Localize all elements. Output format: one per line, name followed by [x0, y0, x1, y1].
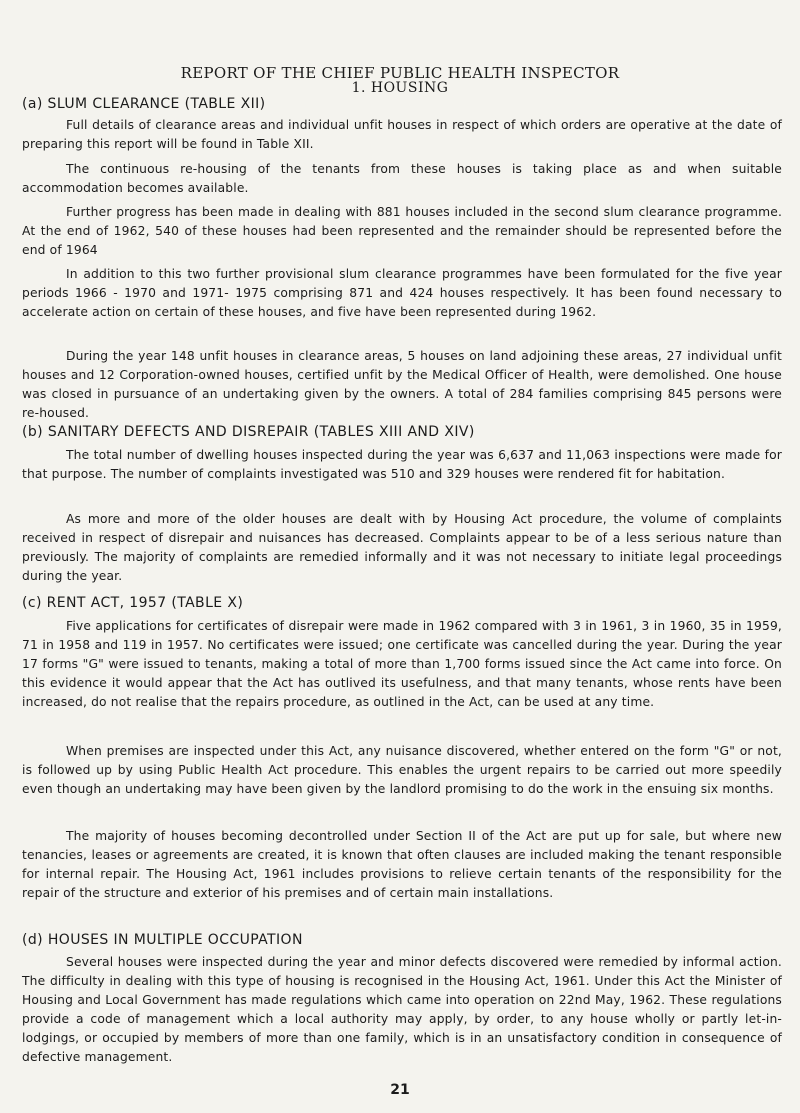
section-d-heading: (d) HOUSES IN MULTIPLE OCCUPATION: [22, 932, 303, 948]
section-a-paragraph-3: Further progress has been made in dealing with 881 houses included in the second slum clearance programme. At the end of 1962, 540 of these houses had been represented and the remainder should be represented before the end of 1964: [22, 205, 782, 257]
section-a-heading: (a) SLUM CLEARANCE (TABLE XII): [22, 96, 266, 112]
section-a-paragraph-2: The continuous re-housing of the tenants from these houses is taking place as and when suitable accommodation becomes available.: [22, 162, 782, 195]
report-subtitle: 1. HOUSING: [351, 80, 449, 96]
section-b-paragraph-1: The total number of dwelling houses inspected during the year was 6,637 and 11,063 inspections were made for that purpose. The number of complaints investigated was 510 and 329 houses were rendered fit for habitation.: [22, 448, 782, 481]
section-c-paragraph-1: Five applications for certificates of disrepair were made in 1962 compared with 3 in 1961, 3 in 1960, 35 in 1959, 71 in 1958 and 119 in 1957. No certificates were issued; one certificate was cancelled during the year. During the year 17 forms "G" were issued to tenants, making a total of more than 1,700 forms issued since the Act came into force. On this evidence it would appear that the Act has outlived its usefulness, and that many tenants, whose rents have been increased, do not realise that the repairs procedure, as outlined in the Act, can be used at any time.: [22, 619, 782, 709]
section-b-heading: (b) SANITARY DEFECTS AND DISREPAIR (TABLES XIII AND XIV): [22, 424, 475, 440]
section-c-heading: (c) RENT ACT, 1957 (TABLE X): [22, 595, 244, 611]
section-b-paragraph-2: As more and more of the older houses are dealt with by Housing Act procedure, the volume of complaints received in respect of disrepair and nuisances has decreased. Complaints appear to be of a less serious nature than previously. The majority of complaints are remedied informally and it was not necessary to initiate legal proceedings during the year.: [22, 512, 782, 583]
section-a-paragraph-4: In addition to this two further provisional slum clearance programmes have been formulated for the five year periods 1966 - 1970 and 1971- 1975 comprising 871 and 424 houses respectively. It has been found necessary to accelerate action on certain of these houses, and five have been represented during 1962.: [22, 267, 782, 319]
section-c-paragraph-3: The majority of houses becoming decontrolled under Section II of the Act are put up for sale, but where new tenancies, leases or agreements are created, it is known that often clauses are included making the tenant responsible for internal repair. The Housing Act, 1961 includes provisions to relieve certain tenants of the responsibility for the repair of the structure and exterior of his premises and of certain main installations.: [22, 829, 782, 900]
page-number: 21: [390, 1082, 410, 1098]
section-a-paragraph-5: During the year 148 unfit houses in clearance areas, 5 houses on land adjoining these areas, 27 individual unfit houses and 12 Corporation-owned houses, certified unfit by the Medical Officer of Health, were demolished. One house was closed in pursuance of an undertaking given by the owners. A total of 284 families comprising 845 persons were re-housed.: [22, 349, 782, 420]
section-c-paragraph-2: When premises are inspected under this Act, any nuisance discovered, whether entered on the form "G" or not, is followed up by using Public Health Act procedure. This enables the urgent repairs to be carried out more speedily even though an undertaking may have been given by the landlord promising to do the work in the ensuing six months.: [22, 744, 782, 796]
section-a-paragraph-1: Full details of clearance areas and individual unfit houses in respect of which orders are operative at the date of preparing this report will be found in Table XII.: [22, 118, 782, 151]
section-d-paragraph-1: Several houses were inspected during the year and minor defects discovered were remedied by informal action. The difficulty in dealing with this type of housing is recognised in the Housing Act, 1961. Under this Act the Minister of Housing and Local Government has made regulations which came into operation on 22nd May, 1962. These regulations provide a code of management which a local authority may apply, by order, to any house wholly or partly let-in-lodgings, or occupied by members of more than one family, which is in an unsatisfactory condition in consequence of defective management.: [22, 955, 782, 1064]
report-title: REPORT OF THE CHIEF PUBLIC HEALTH INSPECTOR: [180, 64, 620, 82]
